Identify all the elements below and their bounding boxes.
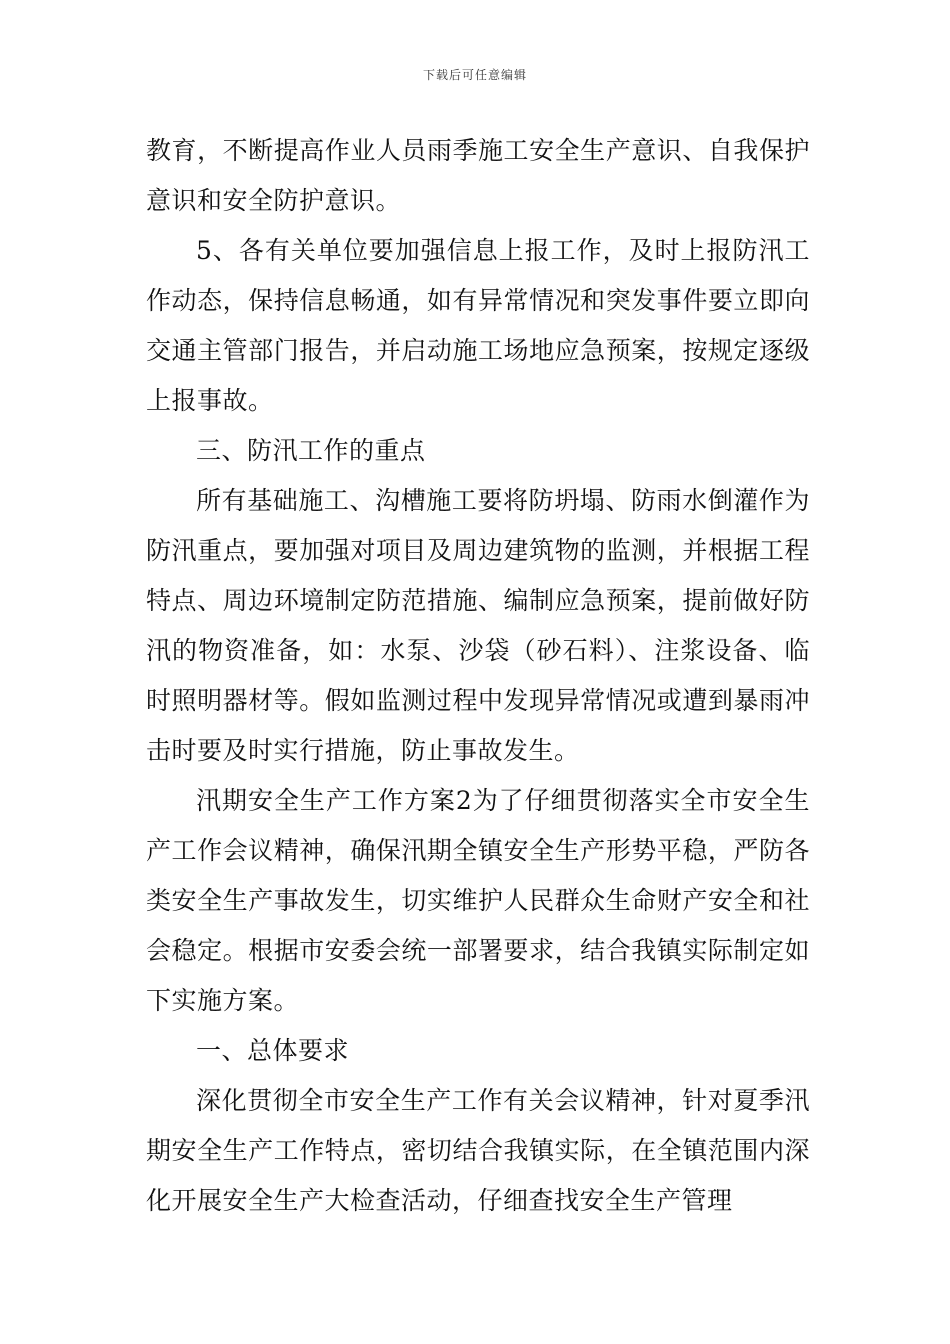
document-body: [146, 126, 810, 1226]
paragraph-general-requirements: 深化贯彻全市安全生产工作有关会议精神，针对夏季汛期安全生产工作特点，密切结合我镇实际，在全镇范围内深化开展安全生产大检查活动，仔细查找安全生产管理: [146, 1086, 810, 1215]
paragraph-plan-2-intro: 汛期安全生产工作方案2为了仔细贯彻落实全市安全生产工作会议精神，确保汛期全镇安全生产形势平稳，严防各类安全生产事故发生，切实维护人民群众生命财产安全和社会稳定。根据市安委会统一部署要求，结合我镇实际制定如下实施方案。: [146, 786, 810, 1015]
paragraph-continuation: 教育，不断提高作业人员雨季施工安全生产意识、自我保护意识和安全防护意识。: [146, 136, 810, 215]
paragraph-item-5: 5、各有关单位要加强信息上报工作，及时上报防汛工作动态，保持信息畅通，如有异常情况和突发事件要立即向交通主管部门报告，并启动施工场地应急预案，按规定逐级上报事故。: [146, 236, 810, 415]
paragraph-flood-focus: 所有基础施工、沟槽施工要将防坍塌、防雨水倒灌作为防汛重点，要加强对项目及周边建筑物的监测，并根据工程特点、周边环境制定防范措施、编制应急预案，提前做好防汛的物资准备，如：水泵、沙袋（砂石料）、注浆设备、临时照明器材等。假如监测过程中发现异常情况或遭到暴雨冲击时要及时实行措施，防止事故发生。: [146, 486, 810, 765]
section-heading-general-requirements: 一、总体要求: [196, 1036, 350, 1065]
header-note: 下载后可任意编辑: [422, 68, 527, 82]
section-heading-flood-focus: 三、防汛工作的重点: [196, 436, 426, 465]
